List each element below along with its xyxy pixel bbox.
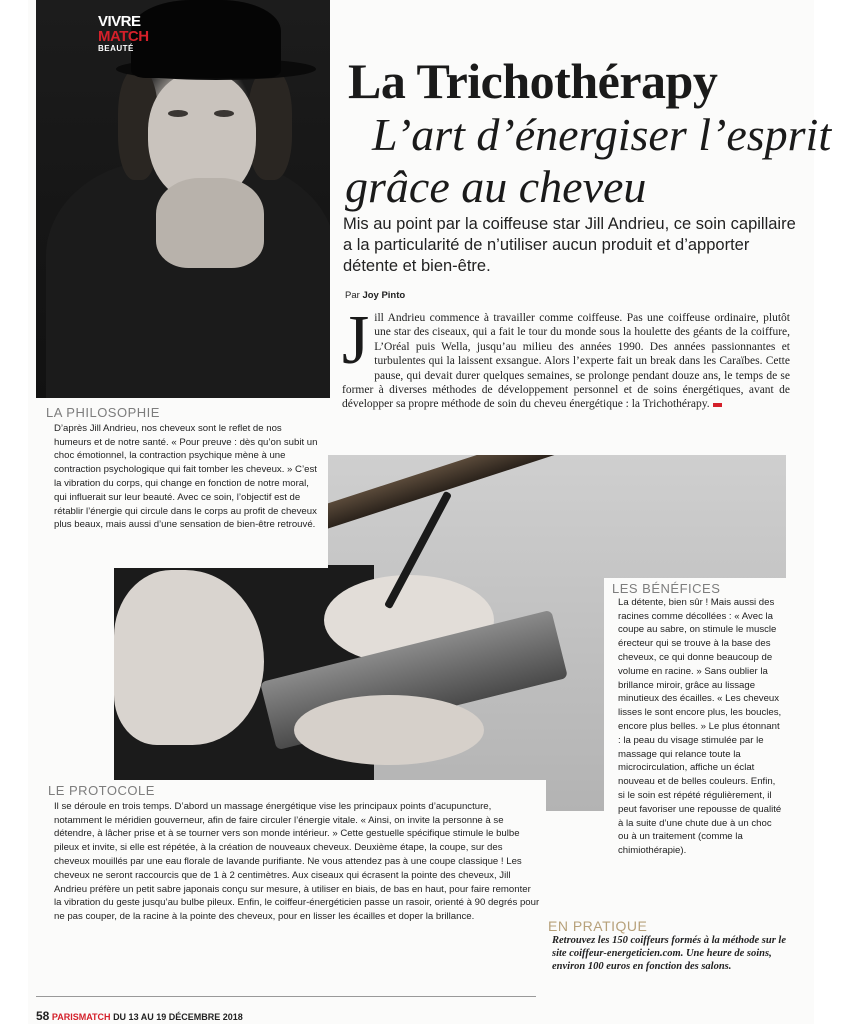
- lede: Mis au point par la coiffeuse star Jill Andrieu, ce soin capillaire a la particularité de n’utiliser aucun produit et d’apporter détente et bien-être.: [343, 215, 796, 275]
- page-footer: [36, 1009, 243, 1023]
- protocole-section: [36, 780, 546, 968]
- philosophie-title: LA PHILOSOPHIE: [46, 405, 160, 420]
- philosophie-section: [36, 400, 328, 568]
- subheadline-line-1: L’art d’énergiser l’esprit: [372, 109, 832, 160]
- benefices-section: [604, 578, 786, 888]
- byline: [345, 290, 405, 301]
- portrait-photo: [36, 0, 330, 398]
- headline: La Trichothérapy: [348, 53, 718, 109]
- page-number: 58: [36, 1009, 50, 1023]
- pratique-text: Retrouvez les 150 coiffeurs formés à la méthode sur le site coiffeur-energeticien.com. Une heure de soins, environ 100 euros en fonction des salons.: [552, 935, 787, 972]
- intro-paragraph: [342, 302, 790, 412]
- pratique-title: EN PRATIQUE: [548, 918, 648, 934]
- benefices-title: LES BÉNÉFICES: [612, 581, 721, 596]
- protocole-title: LE PROTOCOLE: [48, 783, 155, 798]
- footer-rule: [36, 996, 536, 997]
- drop-cap: J: [342, 302, 370, 379]
- byline-prefix: Par: [345, 290, 360, 301]
- byline-author: Joy Pinto: [362, 290, 406, 301]
- intro-text: ill Andrieu commence à travailler comme coiffeuse. Pas une coiffeuse ordinaire, plutôt une star des ciseaux, qui a fait le tour du monde sous la houlette des géants de la coiffure, L’Oréal puis Wella, jusqu’au milieu des années 1990. Des années passionnantes et turbulentes qui la laissent exsangue. Alors l’experte fait un break dans les Caraïbes. Cette pause, qui devait durer quelques semaines, se prolonge pendant douze ans, le temps de se former à diverses méthodes de développement personnel et de soins énergétiques, avant de développer sa propre méthode de soin du cheveu énergétique : la Trichothérapy.: [342, 312, 790, 411]
- protocole-text: Il se déroule en trois temps. D’abord un massage énergétique vise les principaux points d’acupuncture, notamment le méridien gouverneur, afin de faire circuler l’énergie vitale. « Ainsi, on invite la personne à se détendre, à lâcher prise et à se tourner vers son monde intérieur. » Cette gestuelle spécifique stimule le bulbe pileux et invite, si elle est répétée, à la création de nouveaux cheveux. Deuxième étape, la coupe, sur des cheveux mouillés par une eau florale de lavande purifiante. Ne vous attendez pas à une coupe classique ! Les cheveux ne seront raccourcis que de 1 à 2 centimètres. Aux ciseaux qui écrasent la pointe des cheveux, Jill Andrieu préfère un petit sabre japonais conçu sur mesure, à utiliser en biais, de bas en haut, pour faire remonter la vibration du geste jusqu’au bulbe pileux. Enfin, le coiffeur-énergéticien passe un rasoir, orienté à 90 degrés pour ne pas couper, de la racine à la pointe des cheveux, pour en lisser les écailles et doper la brillance.: [54, 800, 540, 923]
- benefices-text: La détente, bien sûr ! Mais aussi des racines comme décollées : « Avec la coupe au sabre, on stimule le muscle érecteur qui se trouve à la base des cheveux, ce qui donne beaucoup de volume en racine. » Sans oublier la brillance miroir, grâce au lissage minutieux des écailles. « Les cheveux lisses le sont encore plus, les boucles, encore plus belles. » Le plus étonnant : la peau du visage stimulée par le massage qui relance toute la microcirculation, affiche un éclat nouveau et de belles couleurs. Enfin, si le soin est répété régulièrement, il peut favoriser une repousse de qualité à la suite d’une chute due à un choc ou à un traitement (comme la chimiothérapie).: [618, 596, 782, 857]
- issue-dates: DU 13 AU 19 DÉCEMBRE 2018: [113, 1012, 243, 1022]
- section-logo: [98, 14, 158, 53]
- logo-beaute: BEAUTÉ: [98, 44, 134, 53]
- logo-vivre: VIVRE: [98, 13, 141, 30]
- pratique-section: [548, 918, 788, 973]
- magazine-name: PARISMATCH: [51, 1012, 111, 1022]
- logo-match: MATCH: [98, 28, 149, 45]
- philosophie-text: D’après Jill Andrieu, nos cheveux sont le reflet de nos humeurs et de notre santé. « Pour preuve : dès qu’on subit un choc émotionnel, la contraction psychique mène à une contraction psychologique qui fait tomber les cheveux. » C’est la vibration du corps, qui change en fonction de notre moral, qui influerait sur leur beauté. Avec ce soin, l’objectif est de rétablir l’énergie qui circule dans le corps au profit de cheveux plus beaux, mais aussi d’une sensation de bien-être retrouvé.: [54, 422, 318, 531]
- end-mark: [713, 403, 722, 407]
- subheadline-line-2: grâce au cheveu: [345, 161, 647, 212]
